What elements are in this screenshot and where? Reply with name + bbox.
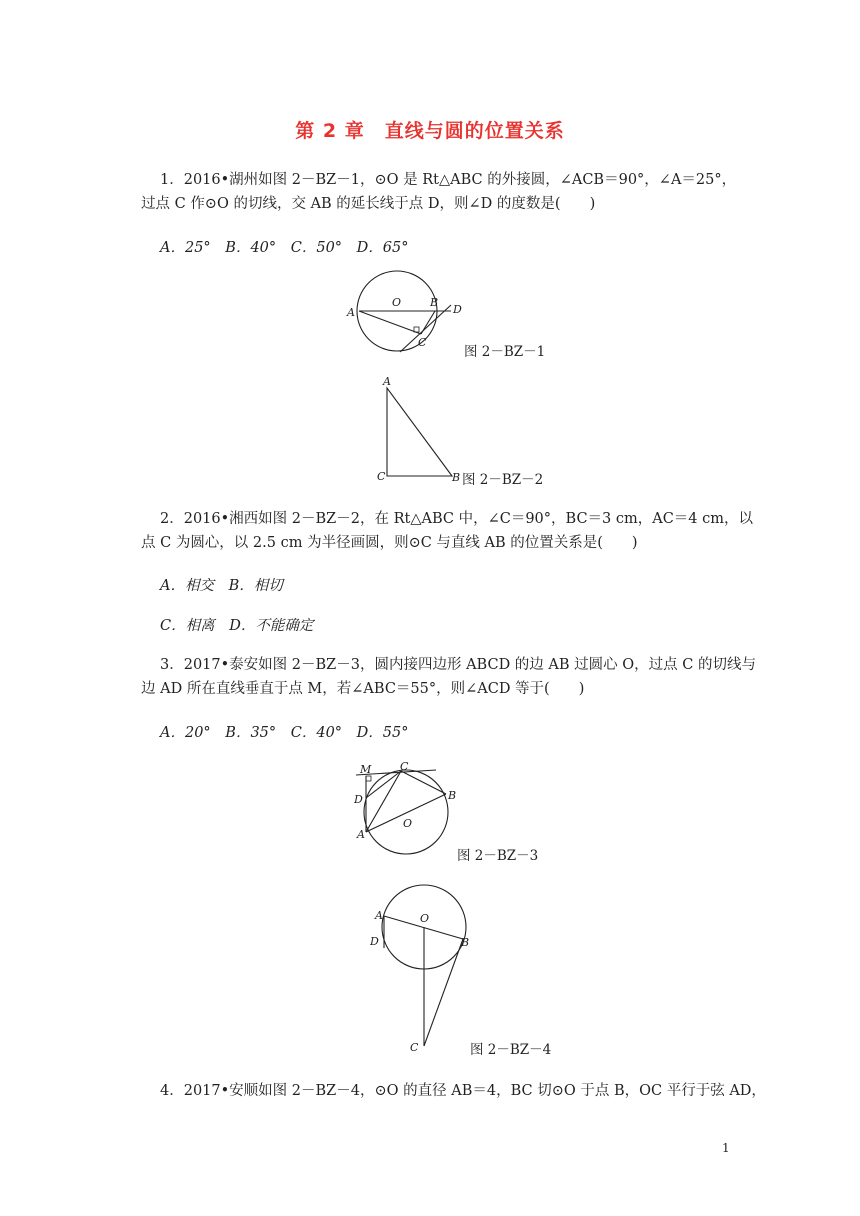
fig1-label-o: O xyxy=(392,296,402,309)
question-3-line-1: 3．2017•泰安如图 2－BZ－3，圆内接四边形 ABCD 的边 AB 过圆心 O，过点 C 的切线与 xyxy=(160,657,756,673)
question-2-line-2: 点 C 为圆心，以 2.5 cm 为半径画圆，则⊙C 与直线 AB 的位置关系是( ) xyxy=(141,535,638,551)
question-4-line-1: 4．2017•安顺如图 2－BZ－4，⊙O 的直径 AB＝4，BC 切⊙O 于点 B，OC 平行于弦 AD， xyxy=(160,1083,766,1099)
fig3-label-b: B xyxy=(448,789,457,802)
option-c[interactable]: C．50° xyxy=(290,240,343,256)
question-1-line-1: 1．2016•湖州如图 2－BZ－1，⊙O 是 Rt△ABC 的外接圆，∠ACB＝90°，∠A＝25°， xyxy=(160,172,737,188)
page-number: 1 xyxy=(722,1141,730,1155)
option-c[interactable]: C．40° xyxy=(290,725,343,741)
fig4-label-a: A xyxy=(375,909,383,922)
fig3-label-a: A xyxy=(357,828,365,841)
fig3-label-d: D xyxy=(354,793,363,806)
question-3-line-2: 边 AD 所在直线垂直于点 M，若∠ABC＝55°，则∠ACD 等于( ) xyxy=(141,681,585,697)
fig4-label-o: O xyxy=(420,912,430,925)
option-a[interactable]: A．20° xyxy=(160,725,211,741)
fig2-label-b: B xyxy=(452,471,461,484)
figure-1-caption: 图 2－BZ－1 xyxy=(464,344,546,360)
fig4-label-b: B xyxy=(461,936,470,949)
option-a[interactable]: A．相交 xyxy=(160,578,214,594)
option-d[interactable]: D．55° xyxy=(356,725,409,741)
option-b[interactable]: B．相切 xyxy=(228,578,283,594)
option-b[interactable]: B．35° xyxy=(225,725,277,741)
fig3-label-o: O xyxy=(403,817,413,830)
page-title: 第 2 章 直线与圆的位置关系 xyxy=(295,120,565,142)
fig1-label-b: B xyxy=(430,296,439,309)
figure-3-caption: 图 2－BZ－3 xyxy=(457,848,539,864)
fig1-label-a: A xyxy=(347,306,355,319)
fig1-label-c: C xyxy=(418,336,427,349)
fig2-label-c: C xyxy=(377,470,386,483)
option-b[interactable]: B．40° xyxy=(225,240,277,256)
fig1-label-d: D xyxy=(453,303,462,316)
fig4-label-d: D xyxy=(370,935,379,948)
option-d[interactable]: D．65° xyxy=(356,240,409,256)
option-a[interactable]: A．25° xyxy=(160,240,211,256)
question-2-line-1: 2．2016•湘西如图 2－BZ－2，在 Rt△ABC 中，∠C＝90°，BC＝3 cm，AC＝4 cm，以 xyxy=(160,511,754,527)
option-c[interactable]: C．相离 xyxy=(160,618,215,634)
option-d[interactable]: D．不能确定 xyxy=(229,618,314,634)
question-1-line-2: 过点 C 作⊙O 的切线，交 AB 的延长线于点 D，则∠D 的度数是( ) xyxy=(141,196,596,212)
fig3-label-m: M xyxy=(360,763,372,776)
fig4-label-c: C xyxy=(410,1041,419,1054)
fig2-label-a: A xyxy=(383,375,391,388)
figure-2-caption: 图 2－BZ－2 xyxy=(462,472,544,488)
fig3-label-c: C xyxy=(400,760,409,773)
figure-4-caption: 图 2－BZ－4 xyxy=(470,1042,552,1058)
